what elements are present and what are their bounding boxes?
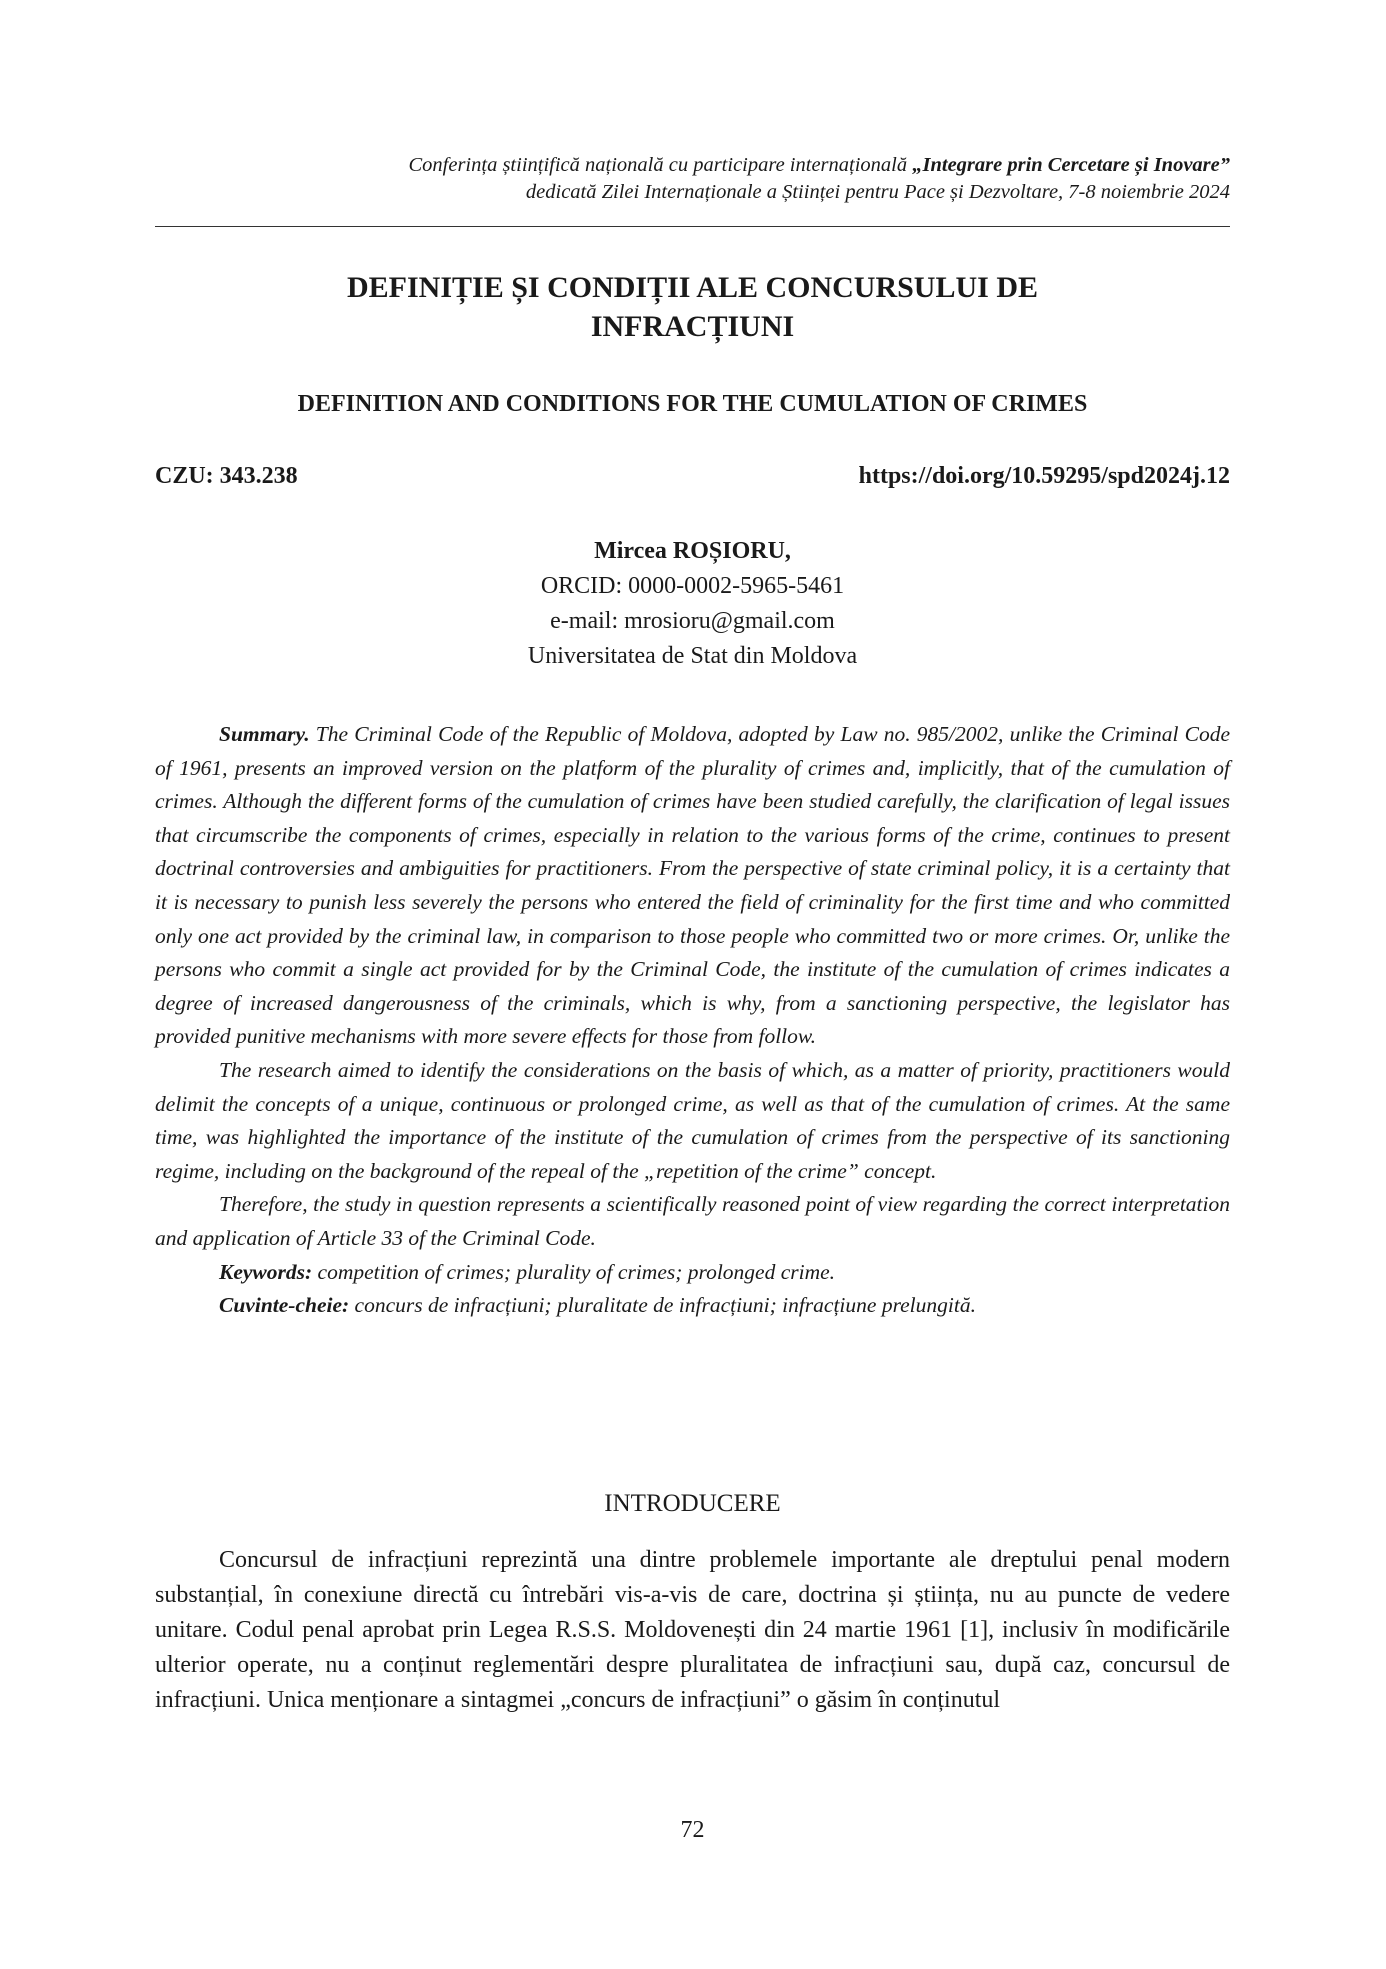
author-block (155, 534, 1230, 674)
author-name: Mircea ROȘIORU, (594, 538, 791, 564)
header-divider (155, 226, 1230, 227)
keywords-label: Keywords: (219, 1259, 313, 1284)
cuvinte-cheie-label: Cuvinte-cheie: (219, 1293, 350, 1318)
cuvinte-cheie-text: concurs de infracțiuni; pluralitate de infracțiuni; infracțiune prelungită. (349, 1293, 976, 1318)
section-title-introducere: INTRODUCERE (604, 1490, 781, 1517)
author-email: e-mail: mrosioru@gmail.com (550, 608, 835, 634)
header-line-2: dedicată Zilei Internaționale a Științei pentru Pace și Dezvoltare, 7-8 noiembrie 2024 (525, 181, 1230, 203)
header-line-1 (155, 152, 1230, 179)
page-number: 72 (680, 1817, 705, 1843)
abstract-paragraph-2: The research aimed to identify the considerations on the basis of which, as a matter of priority, practitioners would delimit the concepts of a unique, continuous or prolonged crime, as well as that of the cumulation of crimes. At the same time, was highlighted the importance of the institute of the cumulation of crimes from the perspective of its sanctioning regime, including on the background of the repeal of the „repetition of the crime” concept. (155, 1057, 1230, 1183)
paper-title (155, 268, 1230, 346)
header-conference-name: Conferința științifică națională cu participare internațională (408, 154, 913, 176)
cuvinte-cheie (155, 1289, 1230, 1323)
introduction-paragraph: Concursul de infracțiuni reprezintă una dintre problemele importante ale dreptului penal modern substanțial, în conexiune directă cu întrebări vis-a-vis de care, doctrina și știința, nu au puncte de vedere unitare. Codul penal aprobat prin Legea R.S.S. Moldovenești din 24 martie 1961 [1], inclusiv în modificările ulterior operate, nu a conținut reglementări despre pluralitatea de infracțiuni sau, după caz, concursul de infracțiuni. Unica menționare a sintagmei „concurs de infracțiuni” o găsim în conținutul (155, 1547, 1230, 1713)
keywords (155, 1256, 1230, 1290)
paper-title-line-1: DEFINIȚIE ȘI CONDIȚII ALE CONCURSULUI DE (347, 271, 1038, 304)
paper-meta (155, 460, 1230, 492)
abstract-paragraph-3: Therefore, the study in question represents a scientifically reasoned point of view regarding the correct interpretation and application of Article 33 of the Criminal Code. (155, 1192, 1230, 1250)
summary-label: Summary. (219, 722, 310, 746)
header-event-title: „Integrare prin Cercetare și Inovare” (912, 154, 1230, 176)
author-orcid: ORCID: 0000-0002-5965-5461 (540, 573, 845, 599)
czu-code: CZU: 343.238 (155, 463, 298, 489)
keywords-text: competition of crimes; plurality of crimes; prolonged crime. (312, 1259, 836, 1284)
summary-text: The Criminal Code of the Republic of Moldova, adopted by Law no. 985/2002, unlike the Criminal Code of 1961, presents an improved version on the platform of the plurality of crimes and, implicitly, that of the cumulation of crimes. Although the different forms of the cumulation of crimes have been studied carefully, the clarification of legal issues that circumscribe the components of crimes, especially in relation to the various forms of the crime, continues to present doctrinal controversies and ambiguities for practitioners. From the perspective of state criminal policy, it is a certainty that it is necessary to punish less severely the persons who entered the field of criminality for the first time and who committed only one act provided by the criminal law, in comparison to those people who committed two or more crimes. Or, unlike the persons who commit a single act provided for by the Criminal Code, the institute of the cumulation of crimes indicates a degree of increased dangerousness of the criminals, which is why, from a sanctioning perspective, the legislator has provided punitive mechanisms with more severe effects for those from follow. (155, 722, 1230, 1049)
paper-title-english: DEFINITION AND CONDITIONS FOR THE CUMULATION OF CRIMES (297, 391, 1088, 417)
paper-title-line-2: INFRACȚIUNI (590, 310, 795, 343)
conference-header (155, 152, 1230, 206)
author-affiliation: Universitatea de Stat din Moldova (527, 643, 858, 669)
doi-link[interactable]: https://doi.org/10.59295/spd2024j.12 (858, 463, 1230, 489)
abstract (155, 718, 1230, 1323)
abstract-summary (155, 718, 1230, 1054)
page (155, 0, 1230, 1969)
